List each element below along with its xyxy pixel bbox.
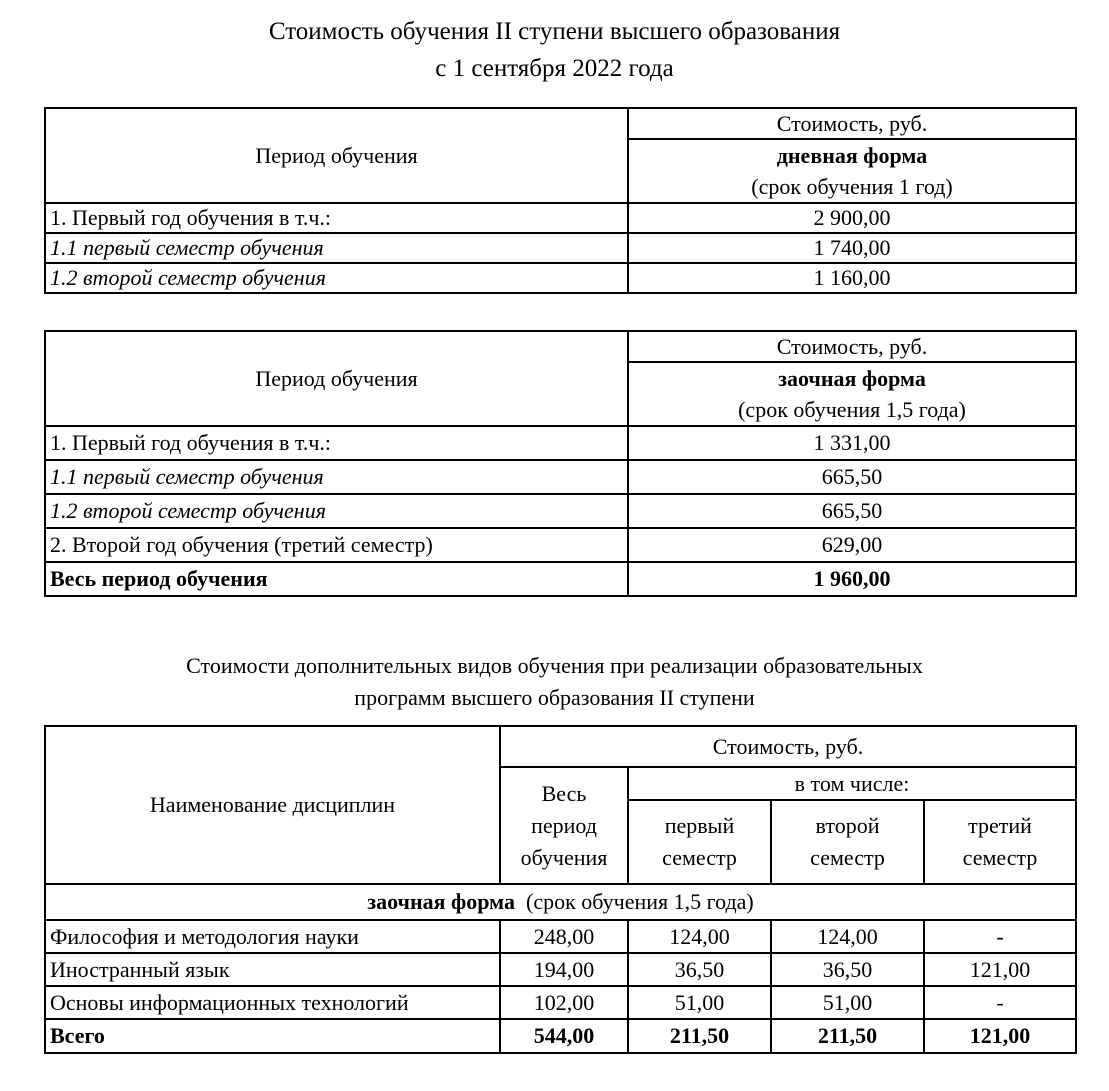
semester3-line1: третий [968, 813, 1032, 838]
table-row [45, 263, 1076, 293]
table-row [45, 203, 1076, 233]
period-header: Период обучения [45, 108, 628, 203]
semester1-value: 124,00 [628, 920, 771, 953]
total-value: 194,00 [500, 953, 628, 986]
total-value: 544,00 [500, 1019, 628, 1053]
semester1-value: 211,50 [628, 1019, 771, 1053]
total-value: 248,00 [500, 920, 628, 953]
semester3-value: 121,00 [924, 953, 1076, 986]
section-form-label: заочная форма [367, 889, 515, 914]
main-title [0, 13, 1109, 87]
table-row [45, 233, 1076, 263]
semester1-value: 51,00 [628, 986, 771, 1019]
table-row [45, 953, 1076, 986]
total-label: Всего [45, 1019, 500, 1053]
row-value: 665,50 [628, 494, 1076, 528]
whole-period-line3: обучения [520, 844, 608, 870]
disciplines-cost-table [44, 725, 1077, 1054]
table-row [45, 460, 1076, 494]
semester2-header [771, 800, 924, 884]
semester3-value: - [924, 920, 1076, 953]
main-title-line2: с 1 сентября 2022 года [435, 55, 674, 82]
semester3-value: - [924, 986, 1076, 1019]
additional-title-line2: программ высшего образования II ступени [354, 685, 755, 710]
table-row [45, 920, 1076, 953]
semester1-header [628, 800, 771, 884]
form-term: (срок обучения 1,5 года) [628, 394, 1076, 426]
row-value: 2 900,00 [628, 203, 1076, 233]
semester3-header [924, 800, 1076, 884]
semester1-line1: первый [664, 813, 735, 838]
total-row [45, 562, 1076, 596]
semester2-value: 124,00 [771, 920, 924, 953]
section-term: (срок обучения 1,5 года) [526, 889, 754, 914]
fulltime-cost-table [44, 107, 1077, 294]
semester3-value: 121,00 [924, 1019, 1076, 1053]
table-row [45, 494, 1076, 528]
row-label: 1. Первый год обучения в т.ч.: [45, 426, 628, 460]
row-label: 1.1 первый семестр обучения [45, 233, 628, 263]
table-row [45, 528, 1076, 562]
row-label: 1.1 первый семестр обучения [45, 460, 628, 494]
semester1-line2: семестр [662, 845, 737, 870]
semester2-line2: семестр [810, 845, 885, 870]
row-value: 665,50 [628, 460, 1076, 494]
row-label: 2. Второй год обучения (третий семестр) [45, 528, 628, 562]
cost-header: Стоимость, руб. [500, 726, 1076, 767]
total-value: 102,00 [500, 986, 628, 1019]
semester2-line1: второй [815, 813, 880, 838]
section-row [45, 884, 1076, 920]
row-label: 1.2 второй семестр обучения [45, 263, 628, 293]
row-value: 629,00 [628, 528, 1076, 562]
row-label: 1.2 второй семестр обучения [45, 494, 628, 528]
row-label: 1. Первый год обучения в т.ч.: [45, 203, 628, 233]
parttime-cost-table [44, 330, 1077, 597]
semester2-value: 211,50 [771, 1019, 924, 1053]
whole-period-line2: период [531, 812, 597, 838]
cost-header: Стоимость, руб. [628, 331, 1076, 362]
additional-title [0, 650, 1109, 714]
whole-period-line1: Весь [541, 780, 587, 806]
semester1-value: 36,50 [628, 953, 771, 986]
including-header: в том числе: [628, 767, 1076, 800]
additional-title-line1: Стоимости дополнительных видов обучения при реализации образовательных [186, 653, 923, 678]
row-value: 1 331,00 [628, 426, 1076, 460]
row-value: 1 160,00 [628, 263, 1076, 293]
semester2-value: 51,00 [771, 986, 924, 1019]
cost-header: Стоимость, руб. [628, 108, 1076, 139]
discipline-name: Основы информационных технологий [45, 986, 500, 1019]
disciplines-header: Наименование дисциплин [45, 726, 500, 884]
table-row [45, 986, 1076, 1019]
row-label: Весь период обучения [45, 562, 628, 596]
row-value: 1 740,00 [628, 233, 1076, 263]
main-title-line1: Стоимость обучения II ступени высшего образования [268, 18, 841, 45]
table-row [45, 426, 1076, 460]
semester3-line2: семестр [962, 845, 1038, 870]
form-label: дневная форма [628, 139, 1076, 171]
discipline-name: Иностранный язык [45, 953, 500, 986]
semester2-value: 36,50 [771, 953, 924, 986]
period-header: Период обучения [45, 331, 628, 426]
discipline-name: Философия и методология науки [45, 920, 500, 953]
form-term: (срок обучения 1 год) [628, 171, 1076, 203]
total-row [45, 1019, 1076, 1053]
form-label: заочная форма [628, 362, 1076, 394]
whole-period-header [500, 767, 628, 884]
row-value: 1 960,00 [628, 562, 1076, 596]
